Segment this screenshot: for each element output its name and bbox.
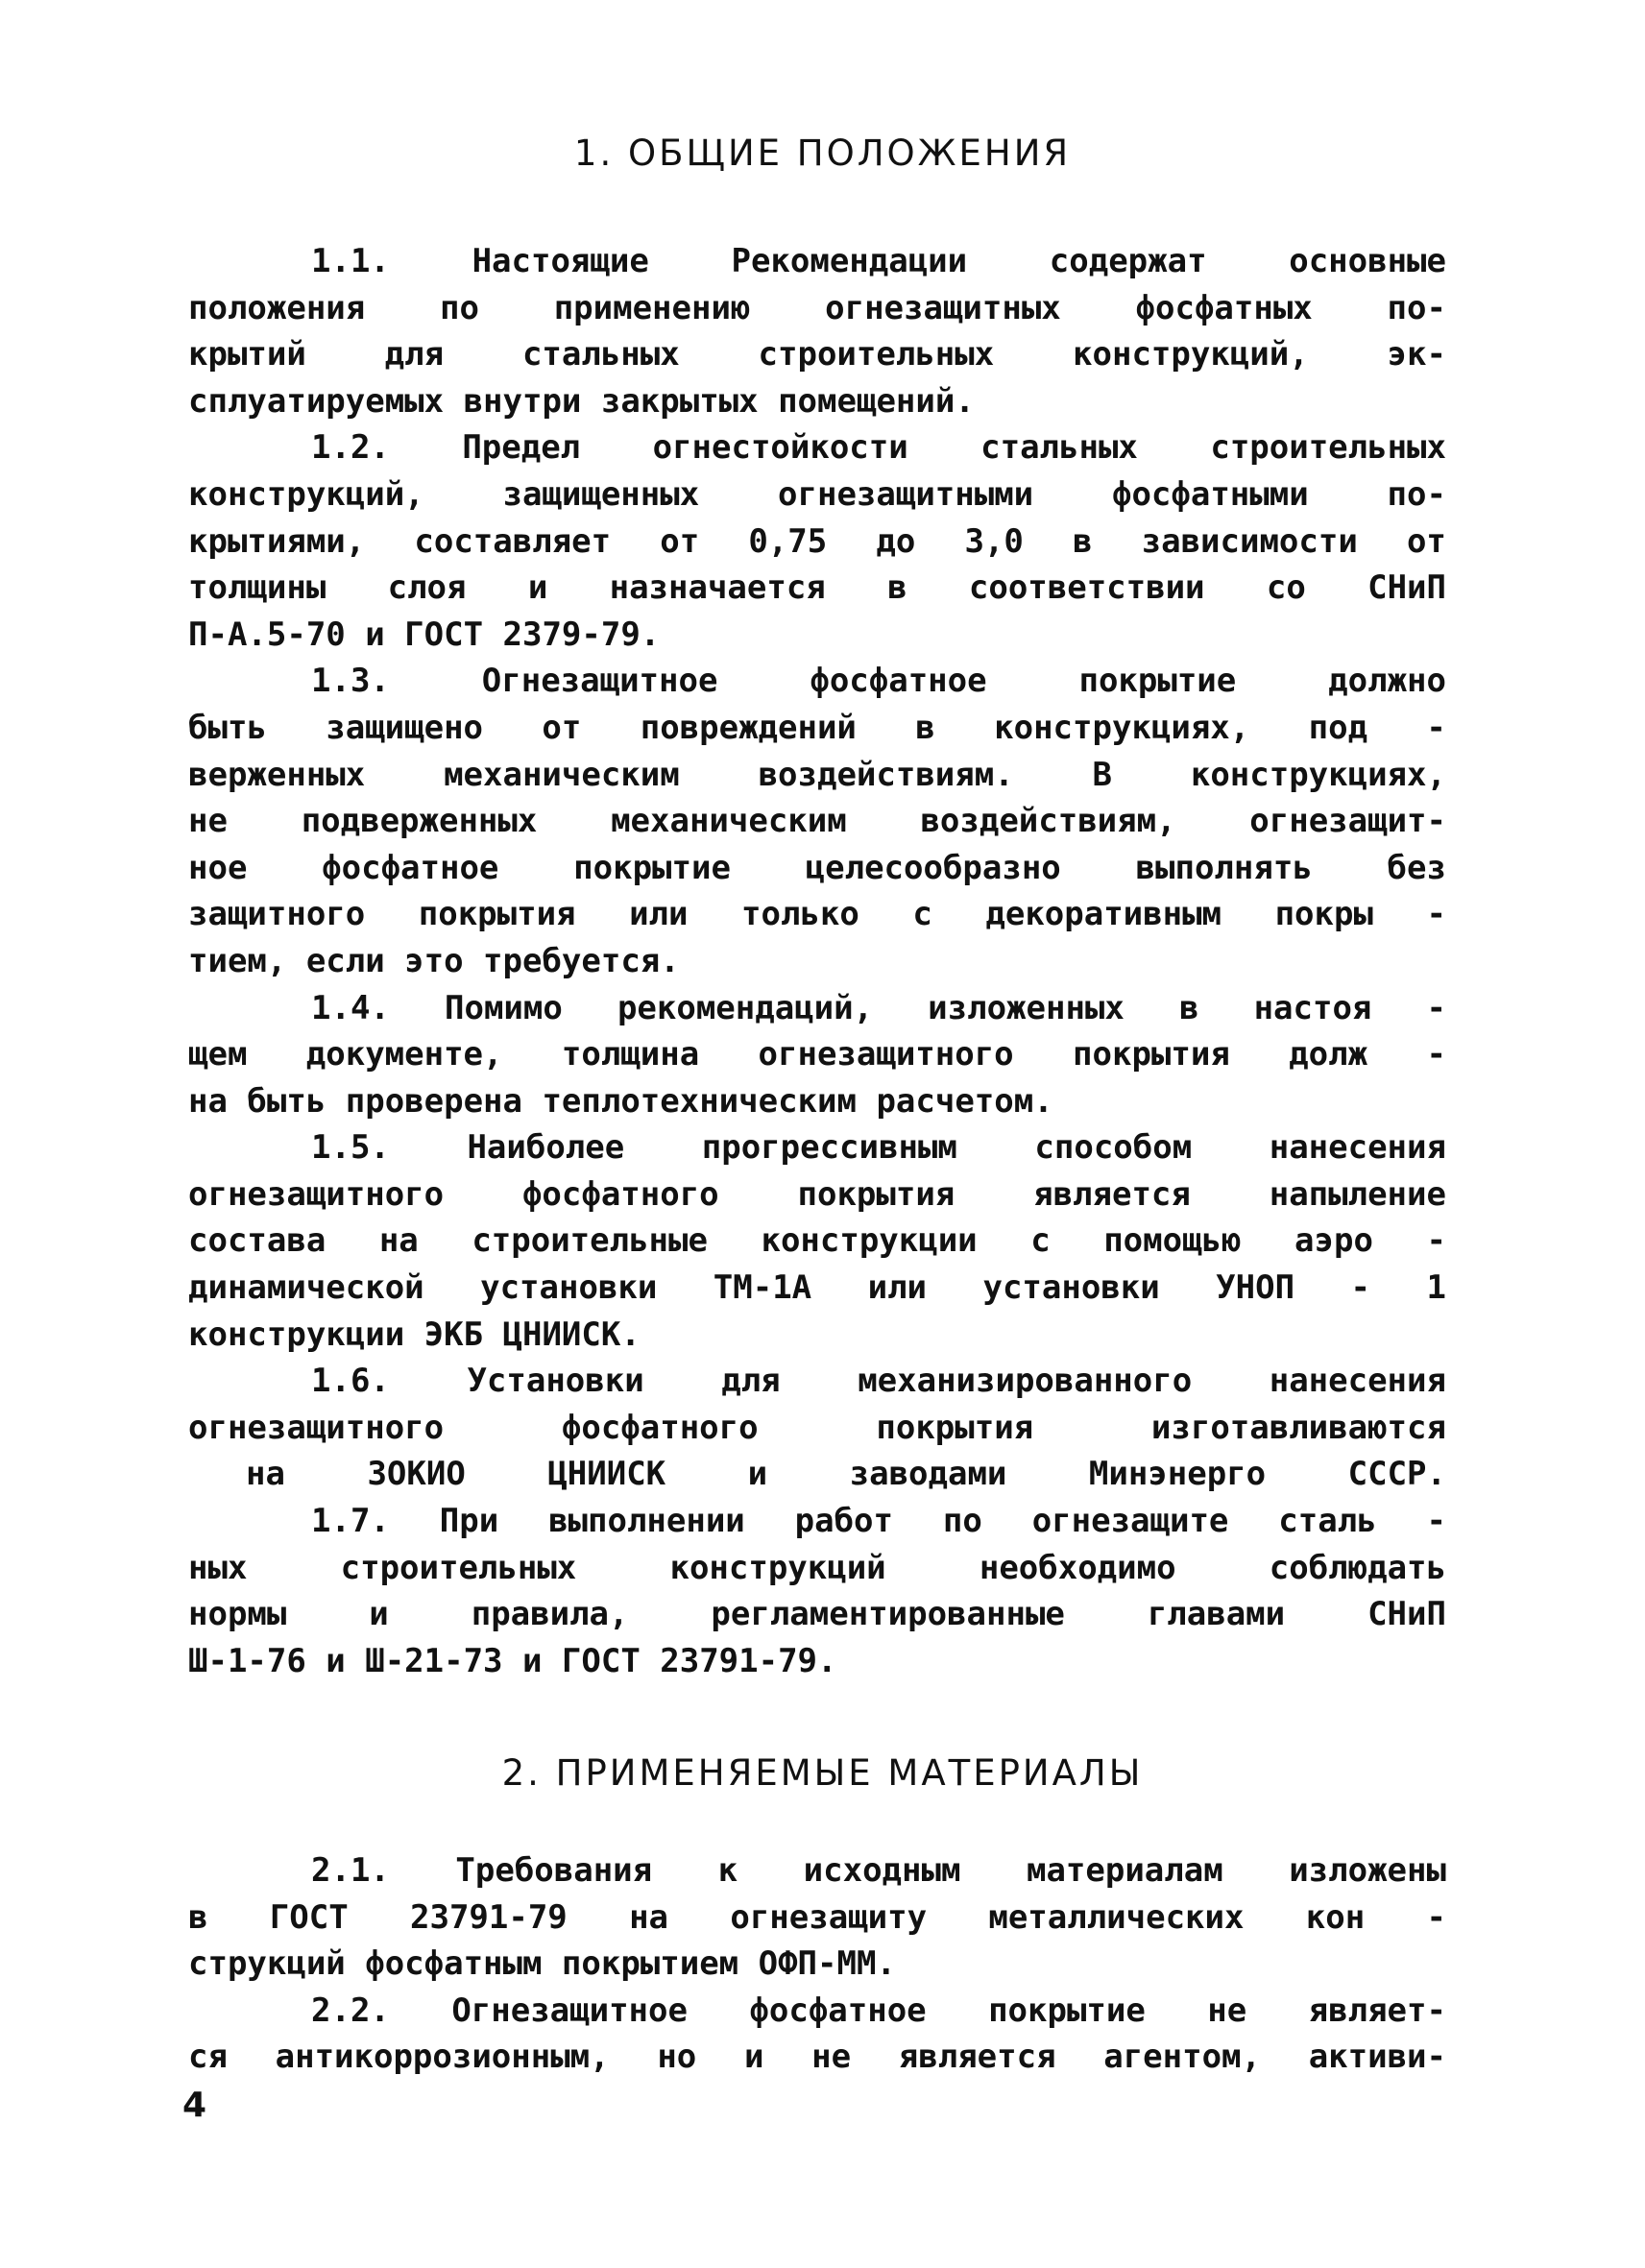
text-line: на быть проверена теплотехническим расчетом.	[188, 1081, 1053, 1121]
text-line: не подверженных механическим воздействиям, огнезащит-	[188, 802, 1446, 841]
text-line: верженных механическим воздействиям. В конструкциях,	[188, 755, 1446, 794]
text-line: 1.4. Помимо рекомендаций, изложенных в настоя -	[311, 988, 1446, 1027]
text-line: тием, если это требуется.	[188, 941, 680, 980]
text-line: состава на строительные конструкции с помощью аэро -	[188, 1221, 1446, 1261]
text-line: конструкции ЭКБ ЦНИИСК.	[188, 1315, 641, 1354]
text-line: крытий для стальных строительных конструкций, эк-	[188, 335, 1446, 374]
text-line: 1.5. Наиболее прогрессивным способом нанесения	[311, 1128, 1446, 1168]
text-line: ных строительных конструкций необходимо соблюдать	[188, 1548, 1446, 1587]
text-line: щем документе, толщина огнезащитного покрытия долж -	[188, 1035, 1446, 1074]
text-line: на ЗОКИО ЦНИИСК и заводами Минэнерго СССР.	[246, 1455, 1446, 1494]
section-heading-general: 1. ОБЩИЕ ПОЛОЖЕНИЯ	[573, 133, 1072, 174]
text-line: защитного покрытия или только с декоративным покры -	[188, 895, 1446, 934]
text-line: толщины слоя и назначается в соответствии со СНиП	[188, 568, 1446, 608]
text-line: струкций фосфатным покрытием ОФП-ММ.	[188, 1944, 896, 1984]
text-line: огнезащитного фосфатного покрытия изготавливаются	[188, 1408, 1446, 1447]
text-line: 1.1. Настоящие Рекомендации содержат основные	[311, 242, 1446, 280]
text-line: П-А.5-70 и ГОСТ 2379-79.	[188, 615, 661, 654]
text-line: положения по применению огнезащитных фосфатных по-	[188, 288, 1446, 327]
page-number: 4	[182, 2086, 207, 2125]
text-line: 2.2. Огнезащитное фосфатное покрытие не являет-	[311, 1991, 1446, 2030]
text-line: 1.6. Установки для механизированного нанесения	[311, 1362, 1446, 1401]
text-line: динамической установки ТМ-1А или установки УНОП - 1	[188, 1268, 1446, 1308]
section-heading-materials: 2. ПРИМЕНЯЕМЫЕ МАТЕРИАЛЫ	[501, 1752, 1144, 1794]
text-line: ное фосфатное покрытие целесообразно выполнять без	[188, 848, 1446, 887]
text-line: нормы и правила, регламентированные главами СНиП	[188, 1595, 1446, 1634]
text-line: конструкций, защищенных огнезащитными фосфатными по-	[188, 474, 1446, 514]
text-line: 2.1. Требования к исходным материалам изложены	[311, 1851, 1446, 1890]
text-line: 1.3. Огнезащитное фосфатное покрытие должно	[311, 662, 1446, 701]
text-line: огнезащитного фосфатного покрытия является напыление	[188, 1174, 1446, 1214]
section-general-body	[188, 238, 1446, 1684]
text-line: 1.2. Предел огнестойкости стальных строительных	[311, 428, 1446, 468]
text-line: крытиями, составляет от 0,75 до 3,0 в зависимости от	[188, 521, 1446, 561]
section-materials-body	[188, 1847, 1446, 2081]
text-line: Ш-1-76 и Ш-21-73 и ГОСТ 23791-79.	[188, 1641, 837, 1680]
text-line: ся антикоррозионным, но и не является агентом, активи-	[188, 2038, 1446, 2077]
text-line: сплуатируемых внутри закрытых помещений.	[188, 381, 975, 421]
text-line: в ГОСТ 23791-79 на огнезащиту металлических кон -	[188, 1897, 1446, 1937]
text-line: быть защищено от повреждений в конструкциях, под -	[188, 708, 1446, 747]
text-line: 1.7. При выполнении работ по огнезащите сталь -	[311, 1502, 1446, 1541]
